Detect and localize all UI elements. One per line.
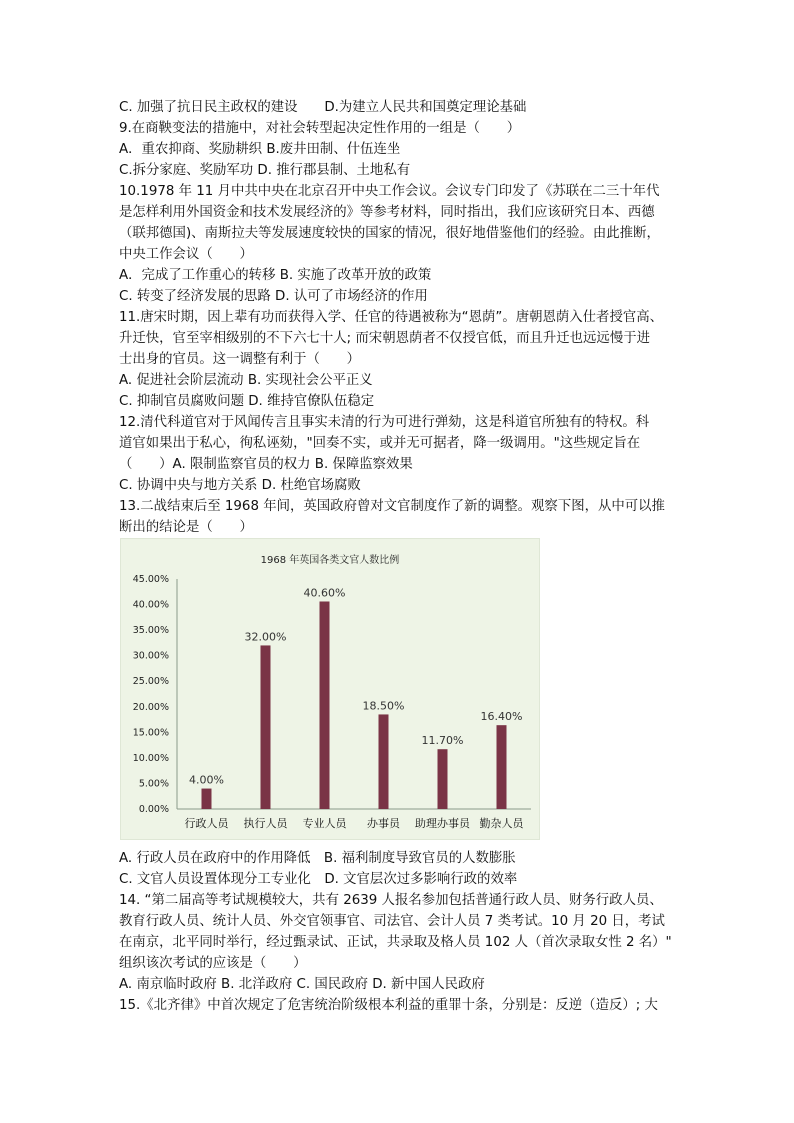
text-line: A. 行政人员在政府中的作用降低 B. 福利制度导致官员的人数膨胀 [119,851,516,866]
text-line: 组织该次考试的应该是（ ） [119,956,307,971]
text-line: A. 南京临时政府 B. 北洋政府 C. 国民政府 D. 新中国人民政府 [119,977,485,992]
y-tick-label: 20.00% [132,701,169,713]
bar-chart-svg [121,539,539,839]
x-tick-label: 专业人员 [302,817,347,830]
text-line: C. 协调中央与地方关系 D. 杜绝官场腐败 [119,478,361,493]
bar [379,714,389,809]
text-line: A. 促进社会阶层流动 B. 实现社会公平正义 [119,373,373,388]
text-line: C. 抑制官员腐败问题 D. 维持官僚队伍稳定 [119,394,375,409]
text-line: 12.清代科道官对于风闻传言且事实未清的行为可进行弹劾，这是科道官所独有的特权。科 [119,415,650,430]
text-line: 教育行政人员、统计人员、外交官领事官、司法官、会计人员 7 类考试。10 月 20 日，考试 [119,914,665,929]
text-line: 11.唐宋时期，因上辈有功而获得入学、任官的待遇被称为“恩荫”。唐朝恩荫入仕者授官高、 [119,310,664,325]
text-line: 士出身的官员。这一调整有利于（ ） [119,352,361,367]
bar [320,601,330,809]
text-line: （联邦德国)、南斯拉夫等发展速度较快的国家的情况，很好地借鉴他们的经验。由此推断， [119,226,660,241]
text-line: 道官如果出于私心，徇私诬劾，"回奏不实，或并无可据者，降一级调用。"这些规定旨在 [119,436,641,451]
bar [202,789,212,809]
data-label: 16.40% [480,710,523,724]
y-tick-label: 10.00% [132,752,169,764]
text-line: C. 转变了经济发展的思路 D. 认可了市场经济的作用 [119,289,428,304]
data-label: 40.60% [303,586,346,600]
y-tick-label: 40.00% [132,599,169,611]
x-tick-label: 执行人员 [243,817,288,830]
x-tick-label: 行政人员 [184,817,229,830]
chart-title: 1968 年英国各类文官人数比例 [260,555,400,566]
text-line: C.拆分家庭、奖励军功 D. 推行郡县制、土地私有 [119,163,411,178]
text-line: 15.《北齐律》中首次规定了危害统治阶级根本利益的重罪十条，分别是：反逆（造反）; 大 [119,998,658,1013]
text-line: （ ）A. 限制监察官员的权力 B. 保障监察效果 [119,457,413,472]
text-line: C. 文官人员设置体现分工专业化 D. 文官层次过多影响行政的效率 [119,872,518,887]
data-label: 4.00% [189,773,224,787]
text-line: 13.二战结束后至 1968 年间，英国政府曾对文官制度作了新的调整。观察下图，从中可以推 [119,499,665,514]
text-line: A．重农抑商、奖励耕织 B.废井田制、什伍连坐 [119,142,401,157]
x-tick-label: 办事员 [367,817,400,830]
y-tick-label: 45.00% [132,574,169,585]
text-line: 断出的结论是（ ） [119,520,253,535]
text-line: 中央工作会议（ ） [119,247,253,262]
text-line: 在南京，北平同时举行，经过甄录试、正试，共录取及格人员 102 人（首次录取女性 2 名）" [119,935,672,950]
bar [497,725,507,809]
data-label: 11.70% [421,734,464,748]
y-tick-label: 30.00% [132,650,169,662]
x-tick-label: 勤杂人员 [479,817,524,830]
bar [438,749,448,809]
data-label: 32.00% [244,630,287,644]
x-tick-label: 助理办事员 [415,817,470,830]
text-line: 升迁快，官至宰相级别的不下六七十人; 而宋朝恩荫者不仅授官低，而且升迁也远远慢于进 [119,331,650,346]
bar-chart [120,538,540,840]
text-line: A．完成了工作重心的转移 B. 实施了改革开放的政策 [119,268,432,283]
text-line: C. 加强了抗日民主政权的建设 D.为建立人民共和国奠定理论基础 [119,100,527,115]
text-line: 14. “第二届高等考试规模较大，共有 2639 人报名参加包括普通行政人员、财务行政人员、 [119,893,663,908]
y-tick-label: 15.00% [132,727,169,739]
y-tick-label: 25.00% [132,676,169,688]
y-tick-label: 0.00% [138,804,169,815]
data-label: 18.50% [362,699,405,713]
text-line: 是怎样利用外国资金和技术发展经济的》等参考材料，同时指出，我们应该研究日本、西德 [119,205,655,220]
y-tick-label: 5.00% [138,778,169,790]
bar [261,645,271,809]
text-line: 10.1978 年 11 月中共中央在北京召开中央工作会议。会议专门印发了《苏联在二三十年代 [119,184,660,199]
text-line: 9.在商鞅变法的措施中，对社会转型起决定性作用的一组是（ ） [119,121,521,136]
y-tick-label: 35.00% [132,625,169,637]
